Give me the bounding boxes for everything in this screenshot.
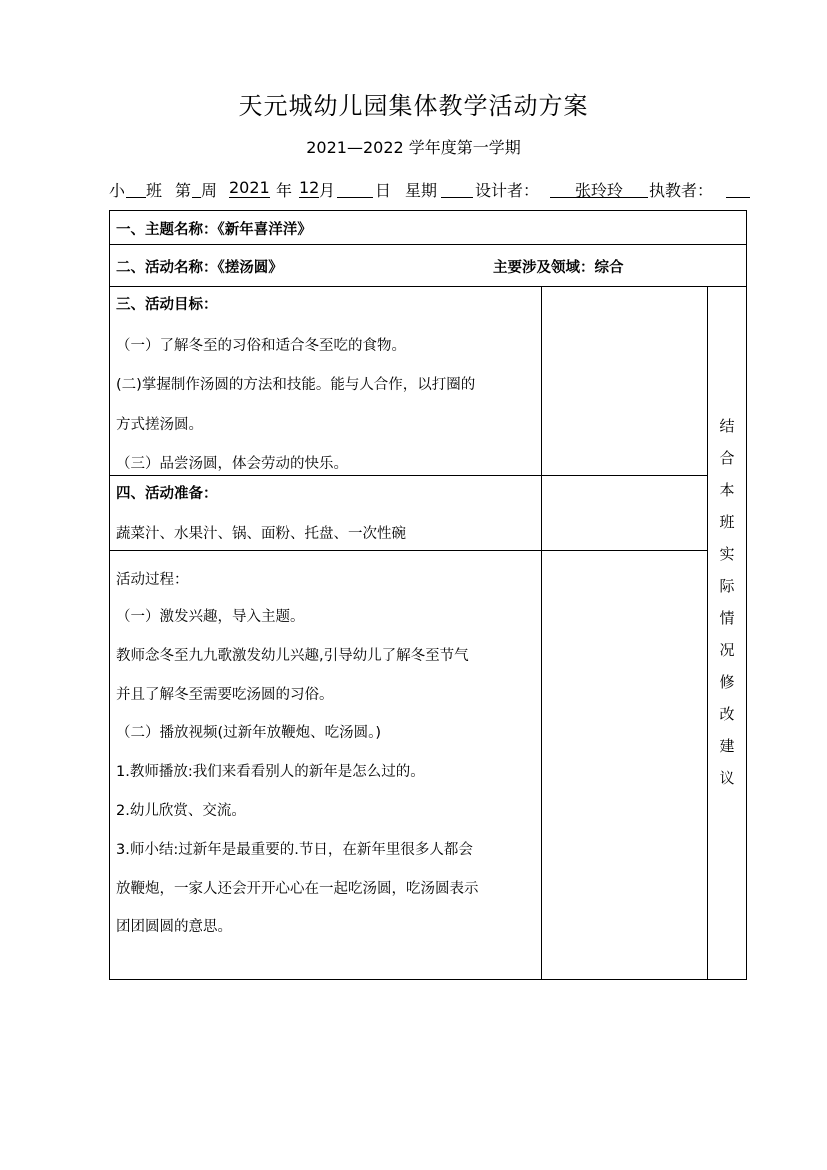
process-line: 放鞭炮，一家人还会开开心心在一起吃汤圆，吃汤圆表示: [116, 881, 479, 897]
goal-line: （一）了解冬至的习俗和适合冬至吃的食物。: [116, 338, 406, 354]
page-title: 天元城幼儿园集体教学活动方案: [238, 92, 589, 120]
side-note-char: 本: [719, 481, 735, 499]
side-note-char: 际: [719, 577, 735, 595]
side-note-char: 结: [719, 417, 735, 435]
day-blank: [337, 178, 373, 198]
side-note-char: 况: [719, 641, 735, 659]
month-label: 月: [319, 181, 336, 200]
designer-name: 张玲玲: [550, 178, 648, 198]
table-top-border: [109, 210, 747, 211]
week-suffix: 周: [201, 181, 218, 200]
prep-heading: 四、活动准备：: [116, 486, 218, 502]
process-line: 1.教师播放:我们来看看别人的新年是怎么过的。: [116, 764, 425, 780]
side-note-char: 修: [719, 673, 735, 691]
theme-name: 一、主题名称：《新年喜洋洋》: [116, 222, 312, 238]
side-note-char: 实: [719, 545, 735, 563]
teacher-blank: [726, 178, 750, 198]
row-divider: [109, 244, 747, 245]
process-line: （二）播放视频(过新年放鞭炮、吃汤圆。): [116, 725, 382, 741]
weekday-label: 星期: [405, 181, 438, 200]
process-line: 活动过程：: [116, 572, 189, 588]
side-note-char: 合: [719, 449, 735, 467]
week-blank: [192, 178, 201, 198]
revision-note-column: [708, 410, 746, 794]
goal-line: 方式搓汤圆。: [116, 417, 203, 433]
class-prefix: 小: [109, 181, 126, 200]
side-note-char: 改: [719, 705, 735, 723]
weekday-blank: [441, 178, 473, 198]
activity-name: 二、活动名称：《搓汤圆》: [116, 260, 283, 276]
goal-line: （三）品尝汤圆，体会劳动的快乐。: [116, 456, 348, 472]
side-note-char: 建: [719, 737, 735, 755]
prep-text: 蔬菜汁、水果汁、锅、面粉、托盘、一次性碗: [116, 526, 406, 542]
side-note-char: 情: [719, 609, 735, 627]
process-line: （一）激发兴趣，导入主题。: [116, 609, 305, 625]
process-line: 2.幼儿欣赏、交流。: [116, 803, 246, 819]
column-divider: [541, 286, 542, 980]
process-line: 教师念冬至九九歌激发幼儿兴趣,引导幼儿了解冬至节气: [116, 648, 469, 664]
semester-subtitle: 2021—2022 学年度第一学期: [306, 138, 521, 157]
teacher-label: 执教者：: [649, 181, 714, 200]
week-label: 第: [175, 181, 192, 200]
process-line: 团团圆圆的意思。: [116, 919, 232, 935]
year-value: 2021: [229, 178, 270, 197]
class-blank: [126, 178, 146, 198]
row-divider: [109, 550, 707, 551]
domain-label: 主要涉及领域：综合: [493, 260, 624, 276]
process-line: 3.师小结:过新年是最重要的.节日，在新年里很多人都会: [116, 842, 473, 858]
year-label: 年: [276, 181, 293, 200]
designer-label: 设计者：: [475, 181, 540, 200]
process-line: 并且了解冬至需要吃汤圆的习俗。: [116, 687, 334, 703]
class-label: 班: [146, 181, 163, 200]
table-left-border: [109, 210, 110, 980]
class-info-line: [109, 178, 759, 200]
table-bottom-border: [109, 979, 747, 980]
day-label: 日: [375, 181, 392, 200]
row-divider: [109, 286, 747, 287]
goals-heading: 三、活动目标：: [116, 297, 218, 313]
month-value: 12: [299, 178, 320, 197]
goal-line: (二)掌握制作汤圆的方法和技能。能与人合作，以打圈的: [116, 377, 476, 393]
side-note-char: 议: [719, 769, 735, 787]
row-divider: [109, 475, 707, 476]
table-right-border: [746, 210, 747, 980]
side-note-char: 班: [719, 513, 735, 531]
